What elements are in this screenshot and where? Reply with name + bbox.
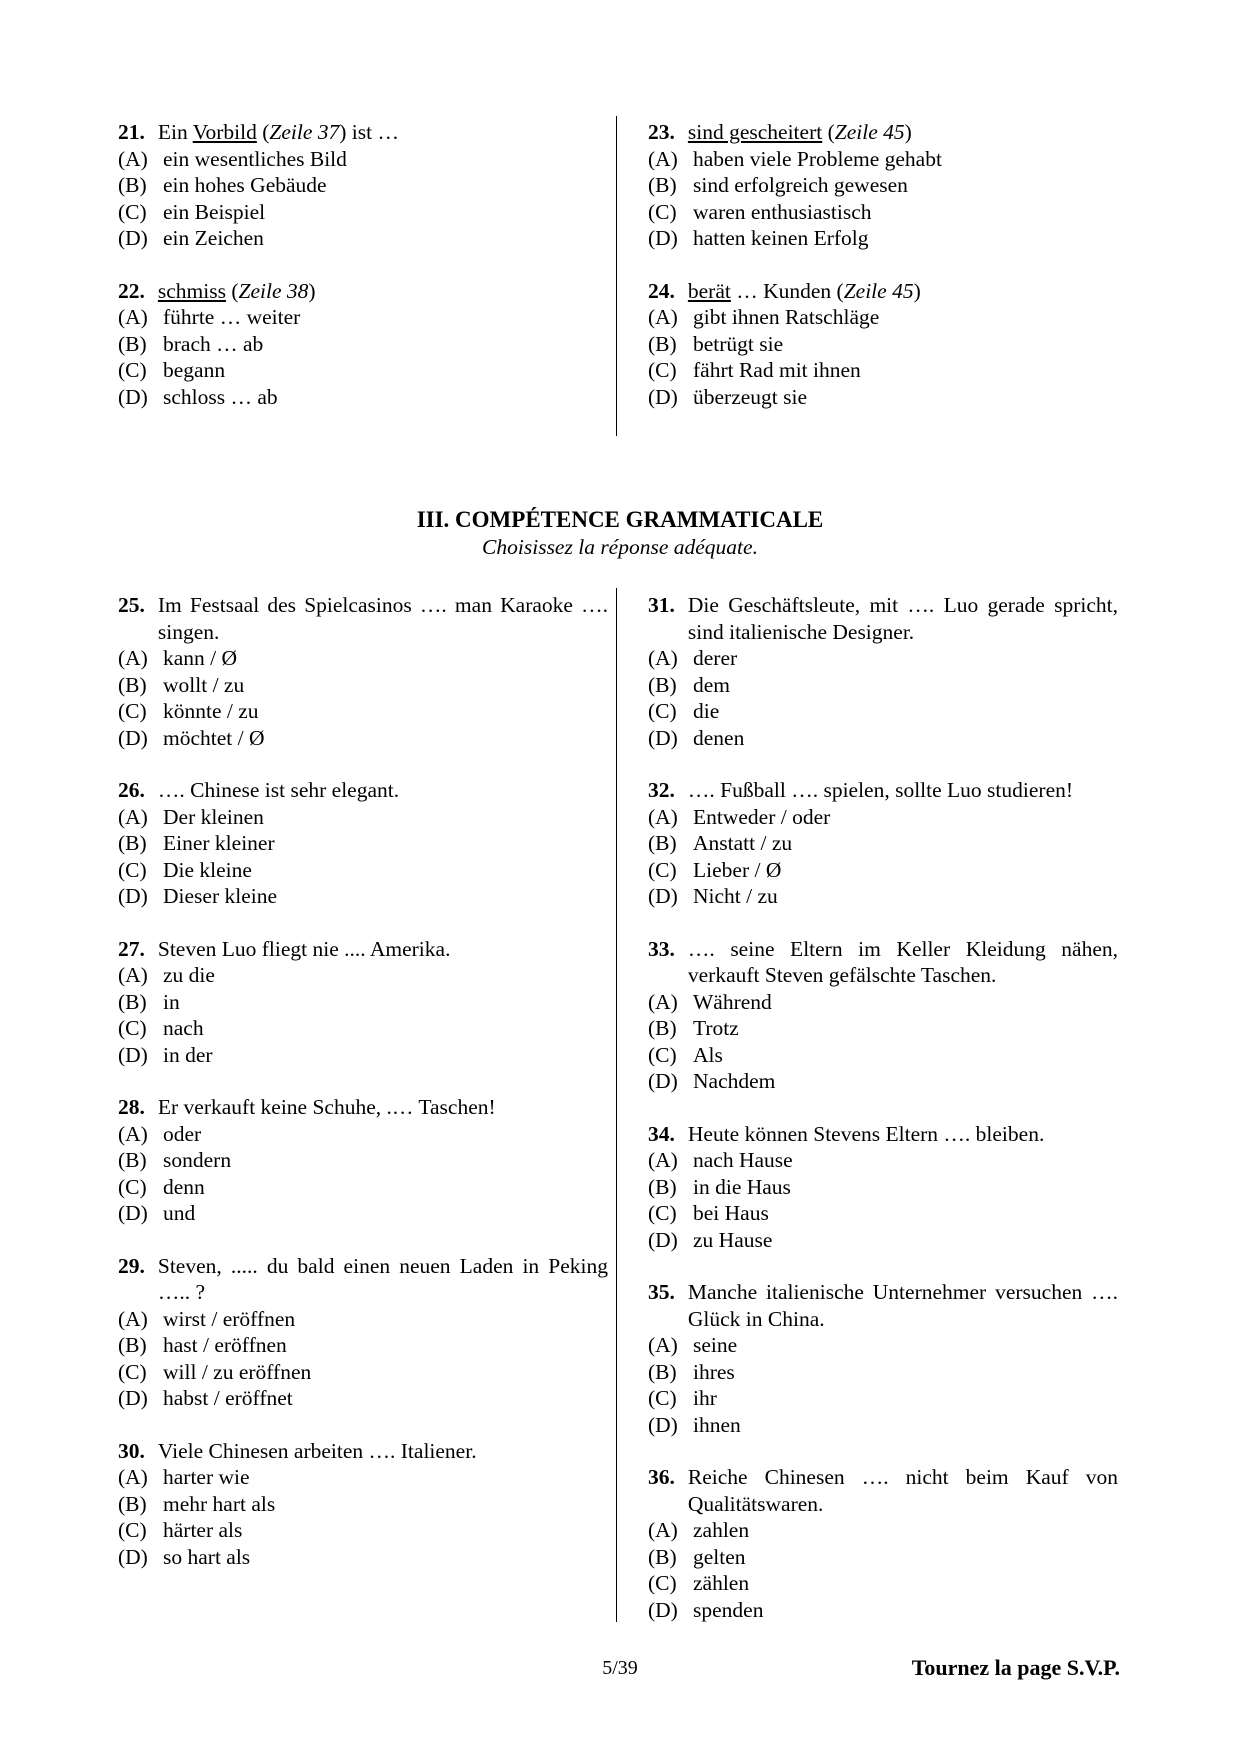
option-text: in die Haus [693,1174,791,1199]
question-text-part: Ein [157,120,193,144]
question-number: 31. [648,593,675,617]
question-stem [648,1464,1118,1517]
option-label: (C) [118,1016,147,1040]
option-text: und [163,1201,196,1225]
answer-option [118,146,608,173]
question-text [688,1464,1118,1517]
option-text: schloss … ab [163,384,278,409]
answer-option [118,830,608,857]
answer-option [118,331,608,358]
answer-option [648,1200,1118,1227]
question-text [158,1094,608,1121]
option-label: (D) [648,884,678,908]
question-number: 26. [118,778,145,802]
option-label: (D) [648,725,678,750]
question [648,592,1118,751]
question [648,1279,1118,1438]
answer-option [648,1359,1118,1386]
option-text: ein Beispiel [163,199,266,224]
option-label: (D) [118,226,148,250]
option-label: (C) [648,1201,677,1225]
answer-option [648,804,1118,831]
option-text: brach … ab [163,331,264,356]
question [118,119,608,252]
line-reference: Zeile 38 [238,278,309,303]
answer-option [118,1464,608,1491]
option-label: (D) [648,1069,678,1093]
answer-option [648,698,1118,725]
option-text: zu Hause [693,1227,773,1252]
question [118,278,608,411]
question [118,936,608,1069]
question-number: 30. [118,1438,145,1463]
answer-option [648,1597,1118,1624]
question-text-part: …. Chinese ist sehr elegant. [157,778,400,802]
option-label: (A) [118,963,148,987]
option-label: (D) [118,884,148,908]
question [648,1121,1118,1254]
question-number: 33. [648,936,675,961]
option-text: wirst / eröffnen [163,1306,296,1331]
grammar-left-column [118,592,608,1596]
question-text-part: … Kunden ( [730,278,844,303]
question [118,1253,608,1412]
turn-page-note: Tournez la page S.V.P. [911,1655,1120,1680]
question [118,592,608,751]
option-text: mehr hart als [163,1491,276,1516]
option-label: (A) [648,1333,678,1357]
option-text: zahlen [693,1518,750,1542]
question-text-part: Steven Luo fliegt nie .... Amerika. [157,936,451,961]
option-text: will / zu eröffnen [163,1359,312,1384]
section-title: III. COMPÉTENCE GRAMMATICALE [416,507,824,532]
question [648,119,1118,252]
question-number: 36. [648,1465,675,1489]
answer-option [648,146,1118,173]
option-label: (A) [648,1518,678,1542]
answer-option [118,225,608,252]
top-left-column [118,119,608,436]
option-text: wollt / zu [163,672,245,697]
option-label: (D) [118,1386,148,1410]
option-label: (C) [118,358,147,382]
question-number: 34. [648,1121,675,1146]
answer-option [648,1517,1118,1544]
answer-option [118,1491,608,1518]
question-text [158,1438,608,1465]
section-heading [0,507,1240,560]
option-text: ihr [693,1386,717,1410]
option-label: (C) [648,199,677,224]
option-text: zählen [693,1571,750,1595]
answer-option [118,304,608,331]
answer-option [118,857,608,884]
question-text-part: ) ist … [339,120,399,144]
option-label: (B) [118,331,147,356]
answer-option [648,1385,1118,1412]
option-text: hatten keinen Erfolg [693,226,869,250]
answer-option [118,1332,608,1359]
answer-option [648,172,1118,199]
option-label: (B) [118,1491,147,1516]
option-text: nach Hause [693,1148,793,1172]
option-text: Einer kleiner [163,831,275,855]
answer-option [648,645,1118,672]
answer-option [118,1517,608,1544]
option-text: ihnen [693,1412,741,1437]
option-text: zu die [163,963,215,987]
option-text: möchtet / Ø [163,725,265,750]
answer-option [648,857,1118,884]
option-label: (A) [118,305,148,329]
answer-option [118,962,608,989]
question-number: 28. [118,1095,145,1119]
option-label: (B) [648,1174,677,1199]
question [118,1094,608,1227]
option-label: (B) [648,1544,677,1569]
option-text: könnte / zu [163,699,259,723]
question-text [688,119,1118,146]
question-text-part: Reiche Chinesen …. nicht beim Kauf von Qualitätswaren. [687,1465,1118,1516]
option-label: (B) [648,1016,677,1040]
question-stem [648,1279,1118,1332]
option-text: seine [693,1333,738,1357]
option-text: überzeugt sie [693,384,808,409]
question-stem [118,119,608,146]
option-label: (D) [648,226,678,250]
option-text: so hart als [163,1544,251,1569]
question-stem [118,777,608,804]
question [118,1438,608,1571]
answer-option [118,1174,608,1201]
answer-option [118,672,608,699]
question-stem [648,936,1118,989]
question-text [158,592,608,645]
option-label: (D) [648,1597,678,1622]
answer-option [118,1147,608,1174]
question-number: 23. [648,120,675,144]
question-text-part: ( [256,120,270,144]
option-text: Dieser kleine [163,884,278,908]
answer-option [118,384,608,411]
option-label: (D) [648,1412,678,1437]
option-text: härter als [163,1518,243,1542]
option-text: hast / eröffnen [163,1333,287,1357]
option-text: die [693,699,720,723]
question-text [688,936,1118,989]
question-text [158,278,608,305]
question-text-part: Die Geschäftsleute, mit …. Luo gerade spricht, sind italienische Designer. [687,593,1118,644]
option-label: (D) [118,1042,148,1067]
option-label: (B) [118,1333,147,1357]
top-column-divider [616,116,617,436]
option-label: (A) [648,305,678,329]
option-label: (C) [648,1386,677,1410]
option-label: (A) [648,646,678,670]
answer-option [648,199,1118,226]
question-stem [118,1094,608,1121]
question [648,278,1118,411]
question-text-part: ) [913,278,921,303]
option-text: haben viele Probleme gehabt [693,146,942,171]
option-text: fährt Rad mit ihnen [693,358,861,382]
question-number: 32. [648,778,675,802]
option-text: bei Haus [693,1201,769,1225]
question-stem [648,777,1118,804]
option-label: (B) [648,331,677,356]
option-text: führte … weiter [163,305,301,329]
option-label: (B) [648,173,677,197]
question-text-part: Er verkauft keine Schuhe, .… Taschen! [157,1095,496,1119]
answer-option [648,384,1118,411]
option-text: Als [693,1042,723,1067]
option-text: dem [693,672,731,697]
option-text: sind erfolgreich gewesen [693,173,908,197]
question [648,777,1118,910]
option-text: Nachdem [693,1069,776,1093]
question-text [158,936,608,963]
option-label: (D) [118,1544,148,1569]
option-label: (B) [648,672,677,697]
option-label: (B) [118,173,147,197]
question-number: 25. [118,593,145,617]
question-text [688,777,1118,804]
answer-option [648,1174,1118,1201]
option-text: Trotz [693,1016,739,1040]
option-text: denen [693,725,745,750]
question-number: 35. [648,1280,675,1304]
option-text: ein wesentliches Bild [163,146,347,171]
answer-option [118,698,608,725]
question-number: 29. [118,1253,145,1278]
question-text [688,1279,1118,1332]
answer-option [118,1306,608,1333]
question-text-part: Manche italienische Unternehmer versuchen …. Glück in China. [687,1280,1118,1331]
option-text: kann / Ø [163,646,238,670]
option-label: (A) [648,989,678,1014]
answer-option [648,1147,1118,1174]
option-text: in der [163,1042,213,1067]
question-text [688,278,1118,305]
answer-option [118,199,608,226]
answer-option [648,1227,1118,1254]
option-text: oder [163,1121,202,1146]
question-text-part: Steven, ..... du bald einen neuen Laden in Peking ….. ? [157,1253,608,1304]
option-label: (A) [118,1121,148,1146]
option-label: (A) [118,146,148,171]
option-label: (C) [118,1518,147,1542]
answer-option [118,1015,608,1042]
answer-option [118,645,608,672]
option-text: sondern [163,1148,232,1172]
answer-option [648,989,1118,1016]
answer-option [648,1332,1118,1359]
answer-option [648,304,1118,331]
option-text: Während [693,989,772,1014]
answer-option [118,1385,608,1412]
question-text-part: Heute können Stevens Eltern …. bleiben. [687,1121,1045,1146]
option-label: (A) [648,146,678,171]
answer-option [118,1359,608,1386]
option-text: Lieber / Ø [693,857,782,882]
option-label: (C) [648,358,677,382]
option-label: (B) [648,831,677,855]
option-text: Die kleine [163,857,252,882]
option-label: (C) [648,857,677,882]
question-number: 24. [648,278,675,303]
option-text: nach [163,1016,204,1040]
question-number: 21. [118,120,145,144]
option-label: (B) [118,1148,147,1172]
grammar-column-divider [616,588,617,1622]
question-text [688,1121,1118,1148]
option-text: waren enthusiastisch [693,199,872,224]
option-text: spenden [693,1597,764,1622]
option-label: (B) [118,672,147,697]
question-text-part: ( [225,278,239,303]
option-label: (D) [648,1227,678,1252]
option-label: (B) [648,1359,677,1384]
answer-option [118,989,608,1016]
option-label: (A) [648,804,678,829]
option-text: Nicht / zu [693,884,778,908]
option-label: (A) [118,1465,148,1489]
answer-option [118,1200,608,1227]
option-label: (A) [118,804,148,829]
answer-option [648,1042,1118,1069]
answer-option [648,672,1118,699]
question-text-part: …. Fußball …. spielen, sollte Luo studieren! [687,778,1074,802]
option-label: (D) [118,725,148,750]
answer-option [648,1544,1118,1571]
answer-option [648,883,1118,910]
top-right-column [648,119,1118,436]
option-text: in [163,989,180,1014]
option-text: harter wie [163,1465,250,1489]
underlined-term: schmiss [157,278,226,303]
option-label: (C) [118,199,147,224]
option-label: (C) [118,857,147,882]
option-label: (D) [648,384,678,409]
option-text: Der kleinen [163,804,264,829]
question-stem [648,119,1118,146]
answer-option [648,1570,1118,1597]
option-text: ein hohes Gebäude [163,173,327,197]
question-stem [118,1438,608,1465]
question-text-part: ) [308,278,316,303]
answer-option [118,1121,608,1148]
question-stem [118,1253,608,1306]
option-label: (C) [648,1571,677,1595]
question-number: 27. [118,936,145,961]
answer-option [648,331,1118,358]
answer-option [118,883,608,910]
option-label: (B) [118,831,147,855]
line-reference: Zeile 37 [269,120,340,144]
option-label: (C) [648,1042,677,1067]
option-label: (C) [118,1174,147,1199]
option-text: betrügt sie [693,331,784,356]
option-text: gibt ihnen Ratschläge [693,305,880,329]
answer-option [648,1015,1118,1042]
underlined-term: sind gescheitert [687,120,823,144]
answer-option [648,725,1118,752]
option-label: (B) [118,989,147,1014]
question-text [158,119,608,146]
option-label: (C) [118,699,147,723]
answer-option [118,804,608,831]
question [648,936,1118,1095]
option-label: (D) [118,1201,148,1225]
question-stem [648,278,1118,305]
question-stem [118,936,608,963]
question-text [158,1253,608,1306]
answer-option [648,1068,1118,1095]
option-label: (C) [648,699,677,723]
option-text: derer [693,646,738,670]
answer-option [118,357,608,384]
question-text [688,592,1118,645]
answer-option [118,1544,608,1571]
option-text: ihres [693,1359,735,1384]
answer-option [648,225,1118,252]
question-text-part: ( [822,120,835,144]
option-label: (C) [118,1359,147,1384]
line-reference: Zeile 45 [843,278,914,303]
page-number: 5/39 [602,1657,638,1679]
question-text-part: ) [904,120,912,144]
underlined-term: berät [687,278,731,303]
option-label: (A) [648,1148,678,1172]
question [648,1464,1118,1623]
question-stem [118,278,608,305]
answer-option [118,172,608,199]
question-text-part: Im Festsaal des Spielcasinos …. man Karaoke …. singen. [157,593,608,644]
option-text: begann [163,358,226,382]
answer-option [118,725,608,752]
question-stem [648,1121,1118,1148]
option-text: ein Zeichen [163,226,264,250]
line-reference: Zeile 45 [834,120,905,144]
answer-option [648,1412,1118,1439]
question-stem [118,592,608,645]
option-label: (D) [118,384,148,409]
question-text-part: …. seine Eltern im Keller Kleidung nähen, verkauft Steven gefälschte Taschen. [687,936,1118,987]
question-number: 22. [118,278,145,303]
option-text: denn [163,1174,205,1199]
option-text: gelten [693,1544,746,1569]
underlined-term: Vorbild [192,120,257,144]
section-subtitle: Choisissez la réponse adéquate. [482,534,758,559]
question-text-part: Viele Chinesen arbeiten …. Italiener. [157,1438,477,1463]
answer-option [648,830,1118,857]
grammar-right-column [648,592,1118,1649]
question-text [158,777,608,804]
question [118,777,608,910]
question-stem [648,592,1118,645]
option-text: habst / eröffnet [163,1386,293,1410]
answer-option [648,357,1118,384]
answer-option [118,1042,608,1069]
option-text: Anstatt / zu [693,831,793,855]
option-label: (A) [118,646,148,670]
option-text: Entweder / oder [693,804,831,829]
option-label: (A) [118,1306,148,1331]
